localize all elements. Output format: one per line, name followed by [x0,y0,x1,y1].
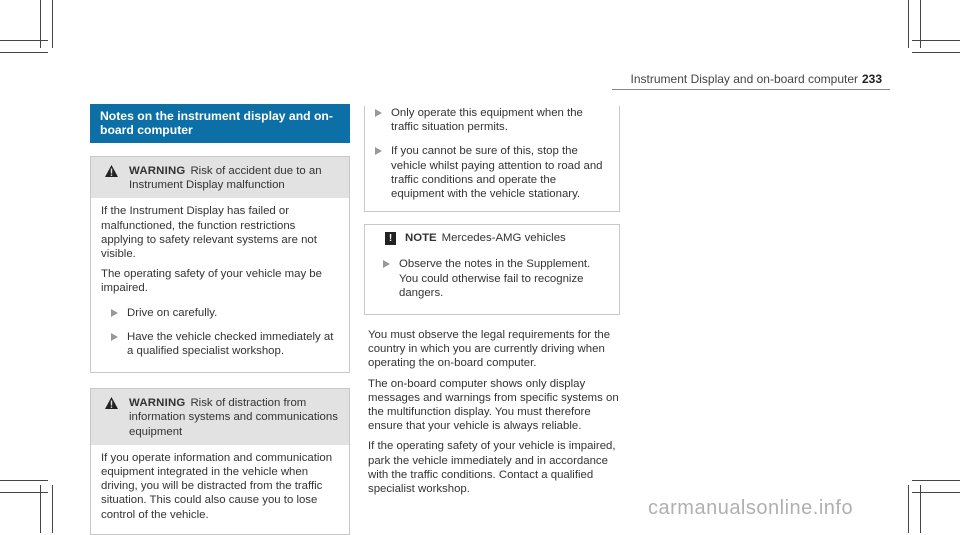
warning-triangle-icon [105,165,118,177]
running-header: Instrument Display and on-board computer [630,72,858,86]
warning-label: WARNING [129,165,186,177]
action-step [111,306,339,320]
action-step [383,257,611,300]
crop-mark [52,0,53,48]
step-arrow-icon [375,147,382,155]
header-divider [612,89,890,90]
action-step [111,330,339,358]
action-step [375,106,611,134]
page-number: 233 [862,72,883,86]
crop-mark [912,52,960,53]
crop-mark [912,40,960,41]
paragraph: If the Instrument Display has failed or malfunctioned, the function restrictions applying to safety relevant systems are not visible. [101,205,317,261]
crop-mark [0,52,48,53]
step-arrow-icon [383,260,390,268]
crop-mark [0,480,48,481]
step-arrow-icon [375,109,382,117]
body-text [364,328,620,496]
step-text: If you cannot be sure of this, stop the vehicle whilst paying attention to road and traffic conditions and operate the equipment with the vehicle stationary. [391,145,603,201]
paragraph: You must observe the legal requirements for the country in which you are currently driving when operating the on-board computer. [368,329,611,370]
warning-headline: Risk of accident due to an Instrument Display malfunction [129,165,322,192]
paragraph: The on-board computer shows only display messages and warnings from specific systems on the multifunction display. You must therefore ensure that your vehicle is always reliable. [368,377,619,433]
warning-header [91,389,349,445]
warning-box [90,388,350,535]
note-body [365,251,619,314]
crop-mark [912,480,960,481]
warning-label: WARNING [129,397,186,410]
warning-triangle-icon [105,397,118,409]
crop-mark [0,40,48,41]
section-title: Notes on the instrument display and on-board computer [90,104,350,143]
paragraph: If you operate information and communication equipment integrated in the vehicle when driving, you will be distracted from the traffic situation. This could also cause you to lose control of the vehicle. [101,451,333,521]
warning-headline: Risk of distraction from information systems and communications equipment [129,397,338,438]
step-arrow-icon [111,333,118,341]
left-column [90,104,350,535]
watermark: carmanualsonline.info [648,497,854,519]
step-arrow-icon [111,309,118,317]
note-header [365,225,619,251]
note-headline: Mercedes-AMG vehicles [441,232,566,245]
middle-column [364,100,620,502]
crop-mark [40,485,41,533]
warning-header [91,157,349,198]
paragraph: The operating safety of your vehicle may be impaired. [101,268,322,295]
step-text: Only operate this equipment when the traffic situation permits. [391,107,583,134]
warning-body [91,445,349,534]
crop-mark [920,485,921,533]
crop-mark [908,485,909,533]
exclamation-icon: ! [385,232,396,245]
action-step [375,144,611,201]
crop-mark [908,0,909,48]
step-text: Drive on carefully. [127,306,218,319]
warning-continuation [364,106,620,212]
note-label: NOTE [405,232,437,245]
note-box [364,224,620,315]
paragraph: If the operating safety of your vehicle is impaired, park the vehicle immediately and in accordance with the traffic conditions. Contact a qualified specialist workshop. [368,440,616,496]
crop-mark [52,485,53,533]
warning-box [90,156,350,373]
warning-body [91,198,349,372]
step-text: Have the vehicle checked immediately at a qualified specialist workshop. [127,330,334,358]
step-text: Observe the notes in the Supplement. You could otherwise fail to recognize dangers. [399,258,591,299]
